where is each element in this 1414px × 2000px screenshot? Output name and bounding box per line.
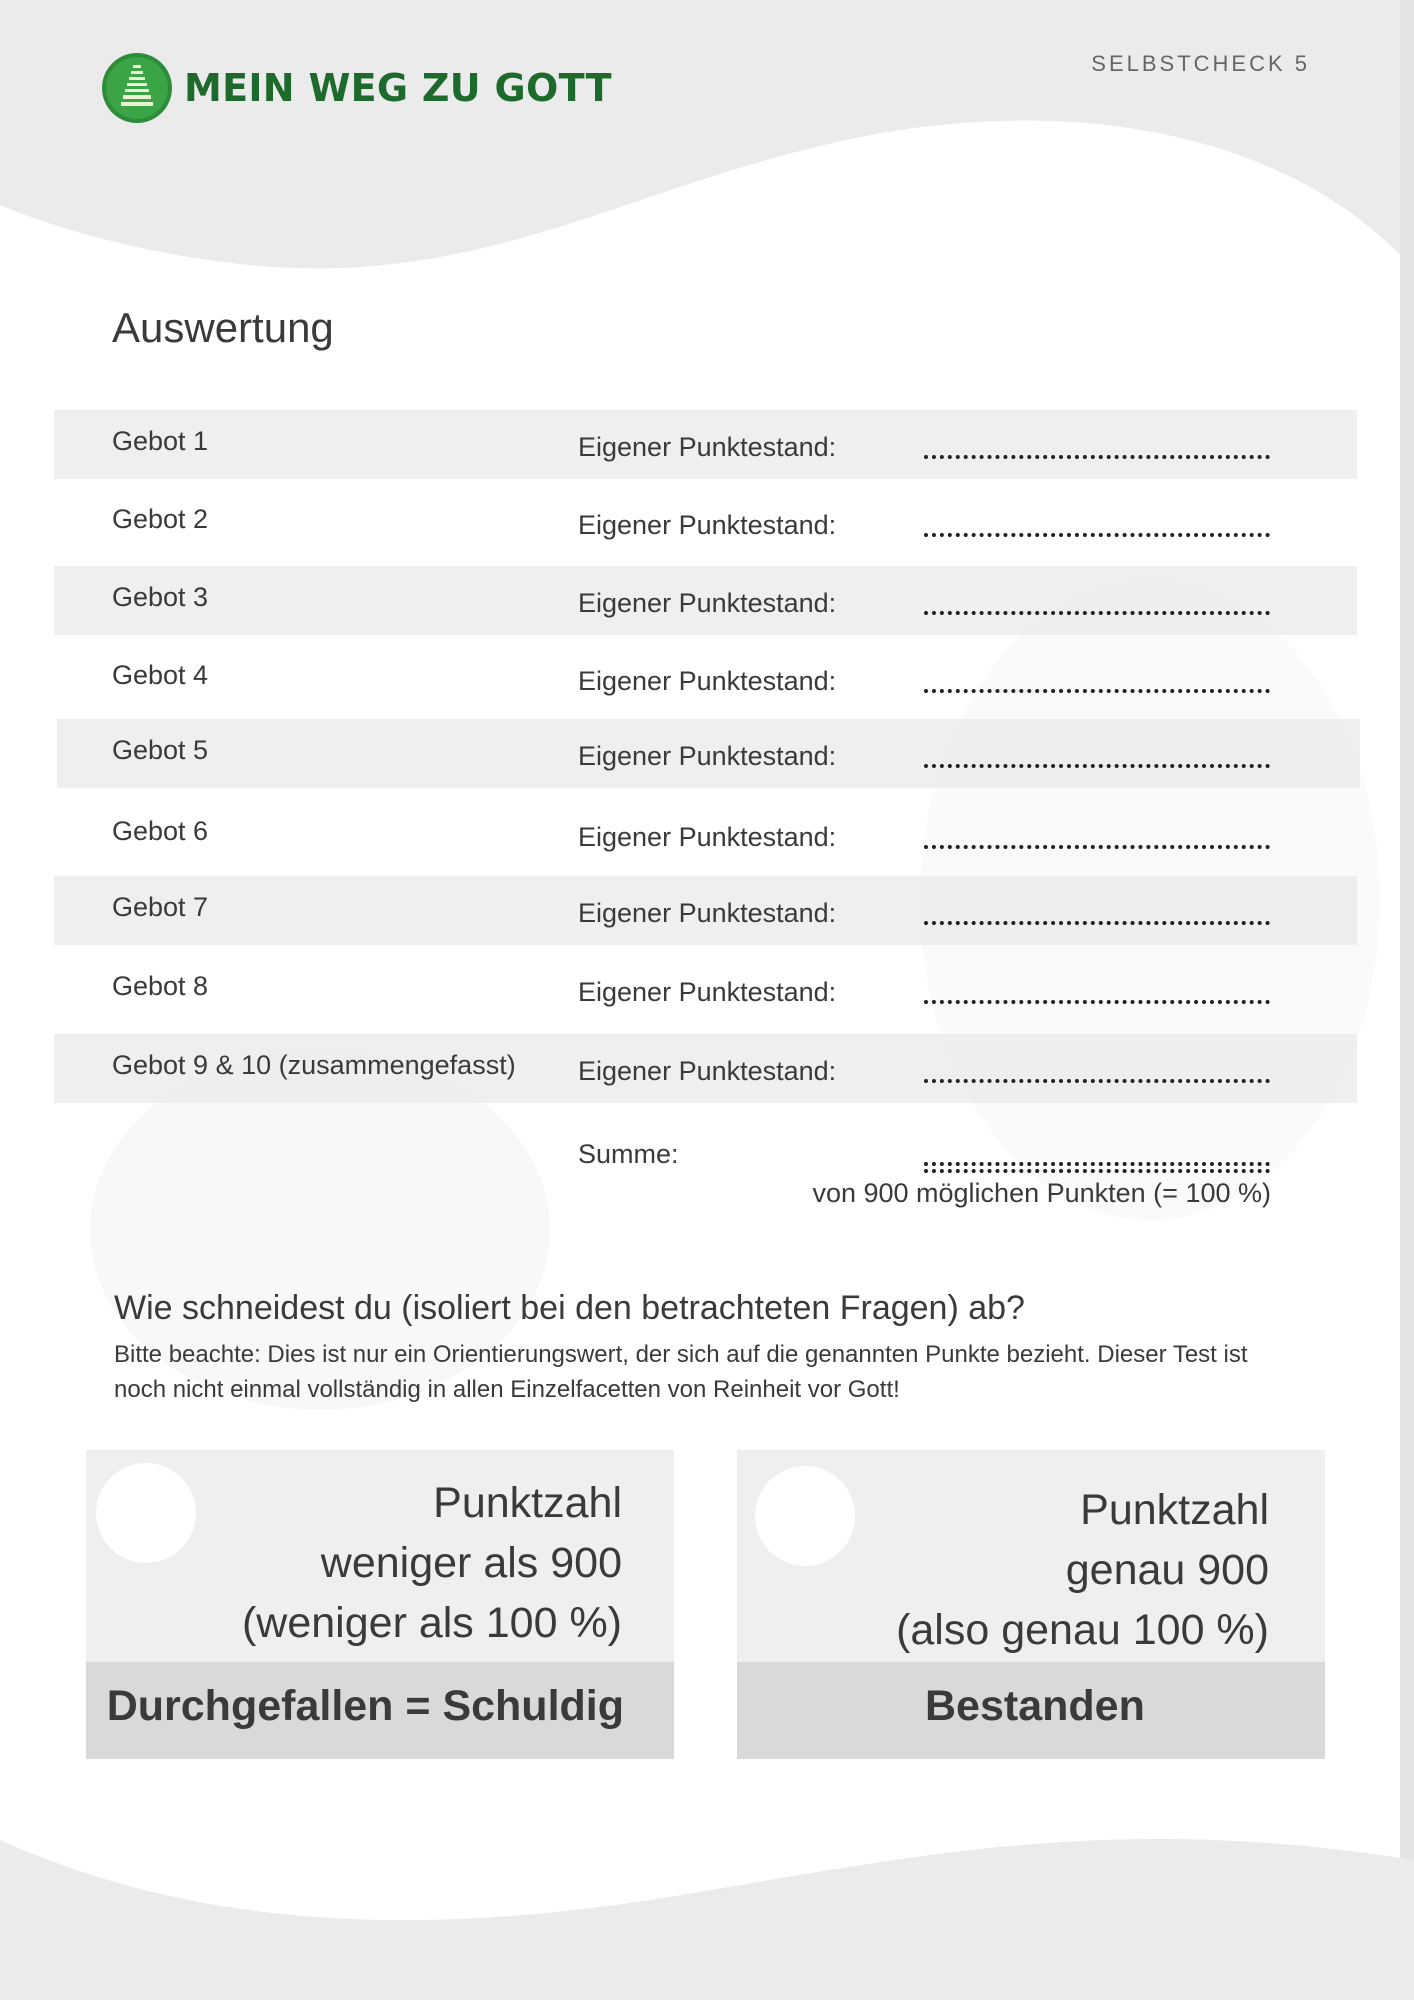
row-label: Gebot 7 [112,892,209,922]
score-label: Eigener Punktestand: [578,588,837,618]
sum-label: Summe: [578,1139,679,1169]
table-row [54,644,1357,713]
table-row [54,566,1357,635]
section-title: Auswertung [112,304,334,351]
document-label: SELBSTCHECK 5 [1091,51,1310,76]
score-entry-line[interactable] [924,533,1270,537]
sum-note: von 900 möglichen Punkten (= 100 %) [812,1178,1271,1208]
score-label: Eigener Punktestand: [578,977,837,1007]
score-label: Eigener Punktestand: [578,510,837,540]
score-entry-line[interactable] [924,455,1270,459]
verdict-bar [737,1662,1325,1759]
score-label: Eigener Punktestand: [578,1056,837,1086]
score-entry-line[interactable] [924,689,1270,693]
score-entry-line[interactable] [924,845,1270,849]
table-row [54,876,1357,945]
score-label: Eigener Punktestand: [578,741,837,771]
table-row [54,800,1357,869]
table-row [54,1034,1357,1103]
criteria-line: (also genau 100 %) [896,1606,1269,1654]
row-label: Gebot 5 [112,735,209,765]
score-label: Eigener Punktestand: [578,432,837,462]
table-row [54,488,1357,557]
criteria-line: weniger als 900 [320,1539,622,1587]
score-entry-line[interactable] [924,1079,1270,1083]
row-label: Gebot 1 [112,426,209,456]
row-label: Gebot 9 & 10 (zusammengefasst) [112,1050,516,1080]
sum-entry-line[interactable] [924,1162,1270,1166]
row-label: Gebot 4 [112,660,209,690]
checkbox-circle[interactable] [96,1463,196,1563]
disclaimer-note: Bitte beachte: Dies ist nur ein Orientierungswert, der sich auf die genannten Punkte bezieht. Dieser Test ist noch nicht einmal vollständig in allen Einzelfacetten von Reinheit vor Gott! [114,1341,1248,1403]
row-label: Gebot 8 [112,971,209,1001]
result-question: Wie schneidest du (isoliert bei den betrachteten Fragen) ab? [114,1289,1025,1327]
row-label: Gebot 3 [112,582,209,612]
score-label: Eigener Punktestand: [578,666,837,696]
score-entry-line[interactable] [924,611,1270,615]
criteria-line: (weniger als 100 %) [241,1599,622,1647]
criteria-line: Punktzahl [433,1479,622,1527]
result-card-passed [737,1450,1325,1759]
verdict-bar [86,1662,674,1759]
brand [102,53,612,123]
score-label: Eigener Punktestand: [578,822,837,852]
checkbox-circle[interactable] [755,1466,855,1566]
row-label: Gebot 2 [112,504,209,534]
score-entry-line[interactable] [924,1000,1270,1004]
table-row [57,719,1360,788]
row-label: Gebot 6 [112,816,209,846]
table-row [54,410,1357,479]
result-criteria [242,1473,622,1653]
result-criteria [896,1480,1269,1660]
score-entry-line[interactable] [924,764,1270,768]
verdict-label: Durchgefallen = Schuldig [106,1682,624,1730]
score-entry-line[interactable] [924,921,1270,925]
result-card-failed [86,1450,674,1759]
table-row [54,955,1357,1024]
sum-entry-underline [924,1169,1270,1173]
score-label: Eigener Punktestand: [578,898,837,928]
criteria-line: genau 900 [1065,1546,1269,1594]
verdict-label: Bestanden [925,1682,1145,1730]
brand-name: MEIN WEG ZU GOTT [184,66,612,110]
stairway-logo-icon [102,53,172,123]
criteria-line: Punktzahl [1080,1486,1269,1534]
